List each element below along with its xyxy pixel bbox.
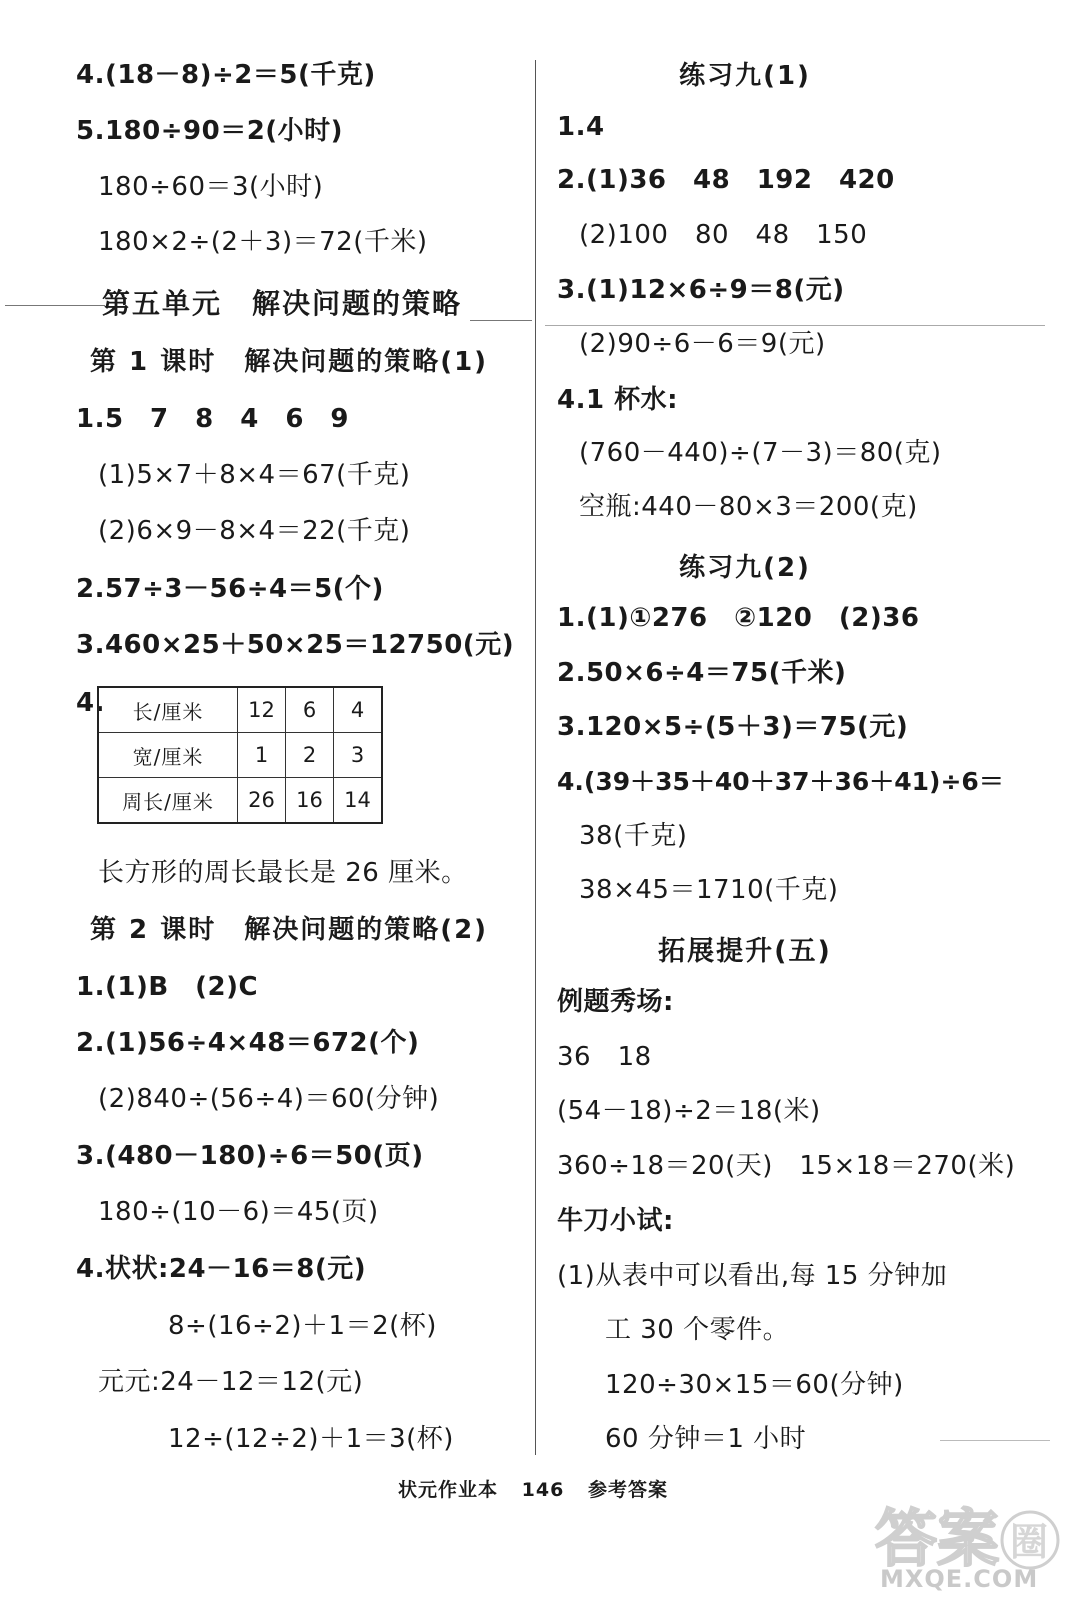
column-divider — [535, 60, 536, 1455]
lesson-2-title: 第 2 课时 解决问题的策略(2) — [90, 915, 489, 945]
svg-text:答案: 答案 — [875, 1502, 1000, 1575]
row-label: 宽/厘米 — [98, 733, 238, 778]
answer-line: 3.(480－180)÷6＝50(页) — [76, 1141, 424, 1171]
answer-line: 180÷(10－6)＝45(页) — [98, 1197, 379, 1227]
table-cell: 6 — [286, 687, 334, 733]
answer-line: 4.1 杯水: — [557, 385, 679, 415]
answer-line: 180×2÷(2＋3)＝72(千米) — [98, 227, 428, 257]
unit-title: 第五单元 解决问题的策略 — [102, 287, 463, 320]
answer-line: 180÷60＝3(小时) — [98, 172, 324, 202]
answer-line: (1)5×7＋8×4＝67(千克) — [98, 460, 411, 490]
trial-heading: 牛刀小试: — [557, 1206, 674, 1236]
answer-line: 3.460×25＋50×25＝12750(元) — [76, 630, 515, 660]
exercise-9-2-title: 练习九(2) — [679, 553, 811, 583]
table-cell: 12 — [238, 687, 286, 733]
section-name: 参考答案 — [587, 1479, 668, 1501]
scan-rule — [940, 1440, 1050, 1441]
answer-line: (2)100 80 48 150 — [579, 220, 868, 250]
table-cell: 4 — [334, 687, 383, 733]
answer-line: 2.57÷3－56÷4＝5(个) — [76, 574, 384, 604]
answer-line: 元元:24－12＝12(元) — [98, 1367, 364, 1397]
answer-line: (760－440)÷(7－3)＝80(克) — [579, 438, 942, 468]
answer-line: 5.180÷90＝2(小时) — [76, 116, 344, 146]
row-label: 长/厘米 — [98, 687, 238, 733]
answer-line: 4.状状:24－16＝8(元) — [76, 1254, 367, 1284]
page-number: 146 — [521, 1479, 565, 1501]
answer-line: 1.4 — [557, 112, 605, 142]
watermark-site: MXQE.COM — [880, 1565, 1039, 1593]
table-cell: 14 — [334, 778, 383, 824]
lesson-1-title: 第 1 课时 解决问题的策略(1) — [90, 347, 489, 377]
table-row — [98, 733, 382, 778]
svg-text:圈: 圈 — [1010, 1520, 1049, 1564]
table-cell: 1 — [238, 733, 286, 778]
unit-rule-right — [470, 320, 532, 321]
answer-line: 60 分钟＝1 小时 — [605, 1424, 807, 1454]
answer-line: 4.(39＋35＋40＋37＋36＋41)÷6＝ — [557, 767, 1004, 796]
answer-line: 工 30 个零件。 — [605, 1315, 790, 1345]
table-row — [98, 687, 382, 733]
answer-line: (2)90÷6－6＝9(元) — [579, 329, 826, 359]
table-cell: 3 — [334, 733, 383, 778]
row-label: 周长/厘米 — [98, 778, 238, 824]
answer-line: (54－18)÷2＝18(米) — [557, 1096, 821, 1126]
conclusion-text: 长方形的周长最长是 26 厘米。 — [98, 858, 468, 888]
table-row — [98, 778, 382, 824]
answer-line: 120÷30×15＝60(分钟) — [605, 1370, 904, 1400]
answer-line: 1.(1)①276 ②120 (2)36 — [557, 603, 920, 633]
table-cell: 2 — [286, 733, 334, 778]
answer-line: 1.(1)B (2)C — [76, 972, 259, 1002]
answer-line: 空瓶:440－80×3＝200(克) — [579, 492, 918, 522]
dimensions-table — [97, 686, 383, 824]
answer-line: 12÷(12÷2)＋1＝3(杯) — [168, 1424, 454, 1454]
answer-line: 38(千克) — [579, 821, 688, 851]
answer-line: 3.(1)12×6÷9＝8(元) — [557, 275, 845, 305]
exercise-9-1-title: 练习九(1) — [679, 61, 811, 91]
answer-line: (2)6×9－8×4＝22(千克) — [98, 516, 411, 546]
answer-line: 38×45＝1710(千克) — [579, 875, 839, 905]
answer-line: 360÷18＝20(天) 15×18＝270(米) — [557, 1151, 1016, 1181]
table-cell: 16 — [286, 778, 334, 824]
answer-line: 2.(1)36 48 192 420 — [557, 165, 895, 195]
answer-line: 2.50×6÷4＝75(千米) — [557, 658, 847, 688]
table-cell: 26 — [238, 778, 286, 824]
answer-line: 4. — [76, 688, 105, 718]
unit-rule-left — [5, 305, 105, 306]
answer-line: (1)从表中可以看出,每 15 分钟加 — [557, 1261, 948, 1291]
answer-line: 36 18 — [557, 1042, 652, 1072]
answer-line: 2.(1)56÷4×48＝672(个) — [76, 1028, 420, 1058]
answer-line: 1.5 7 8 4 6 9 — [76, 404, 350, 434]
answer-line: 8÷(16÷2)＋1＝2(杯) — [168, 1311, 437, 1341]
answer-line: (2)840÷(56÷4)＝60(分钟) — [98, 1084, 440, 1114]
extension-title: 拓展提升(五) — [658, 936, 832, 967]
example-heading: 例题秀场: — [557, 987, 674, 1017]
answer-line: 4.(18－8)÷2＝5(千克) — [76, 60, 376, 90]
answer-line: 3.120×5÷(5＋3)＝75(元) — [557, 712, 909, 742]
scan-rule — [545, 325, 1045, 326]
book-name: 状元作业本 — [398, 1479, 499, 1501]
